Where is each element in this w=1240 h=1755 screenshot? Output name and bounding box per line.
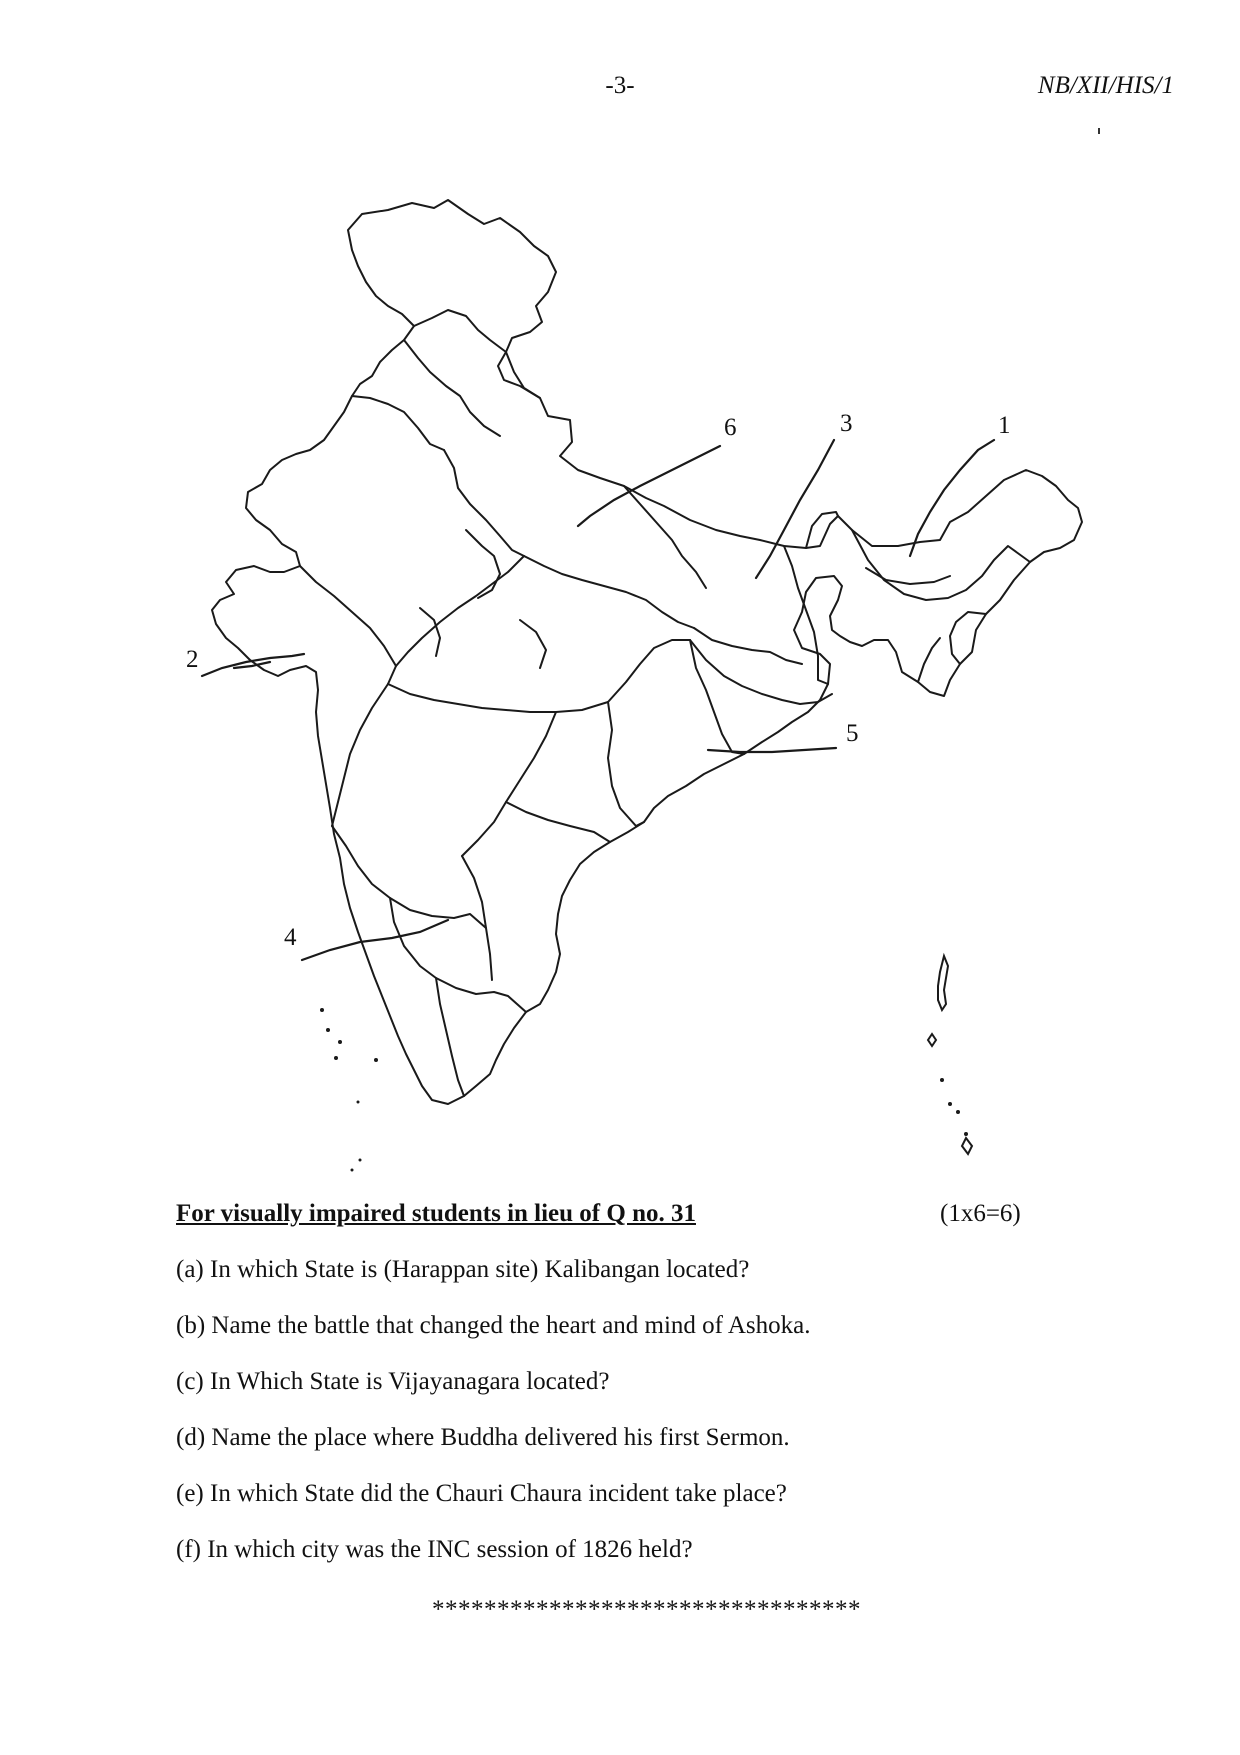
- lakshadweep-island-1: [320, 1008, 324, 1012]
- boundary-rajasthan-north: [352, 396, 444, 450]
- boundary-andhra-karnataka: [462, 856, 492, 980]
- marker-label-6: 6: [724, 414, 737, 441]
- lakshadweep-island-8: [351, 1169, 354, 1172]
- question-b: (b) Name the battle that changed the heart and mind of Ashoka.: [176, 1312, 811, 1339]
- boundary-tripura-mizoram: [918, 638, 940, 682]
- boundary-up-mp: [524, 556, 694, 628]
- lakshadweep-island-2: [326, 1028, 330, 1032]
- boundary-maharashtra: [332, 684, 388, 826]
- boundary-telangana: [506, 802, 610, 842]
- boundary-goa-karnataka: [332, 826, 486, 928]
- paper-code: NB/XII/HIS/1: [1037, 72, 1174, 99]
- marker-label-2: 2: [186, 646, 199, 673]
- marker-line-3: [756, 440, 834, 578]
- nicobar-island-1: [940, 1078, 944, 1082]
- boundary-westbengal: [784, 546, 828, 684]
- boundary-mp-chhattisgarh: [608, 640, 690, 702]
- question-c: (c) In Which State is Vijayanagara located?: [176, 1368, 610, 1395]
- marker-label-5: 5: [846, 720, 859, 747]
- boundary-odisha: [690, 640, 744, 754]
- lakshadweep-island-3: [338, 1040, 342, 1044]
- boundary-mp-south: [388, 684, 608, 712]
- boundary-up-bihar: [624, 486, 706, 588]
- marker-line-4: [302, 920, 448, 960]
- andaman-islands: [938, 956, 948, 1010]
- marker-label-3: 3: [840, 410, 853, 437]
- nicobar-island-4: [964, 1132, 968, 1136]
- question-d: (d) Name the place where Buddha delivered his first Sermon.: [176, 1424, 790, 1451]
- marker-line-1: [910, 440, 994, 556]
- end-of-paper-line: *********************************: [432, 1596, 861, 1623]
- lakshadweep-island-6: [357, 1101, 360, 1104]
- boundary-himachal: [414, 310, 506, 352]
- boundary-meghalaya: [866, 568, 950, 584]
- boundary-jharkhand-south: [690, 640, 832, 704]
- boundary-detail-c: [520, 620, 546, 668]
- marks-allocation: (1x6=6): [940, 1200, 1021, 1227]
- boundary-uttarakhand: [498, 352, 540, 398]
- nicobar-islet: [962, 1138, 972, 1154]
- boundary-punjab-haryana: [404, 340, 500, 436]
- boundary-assam: [852, 530, 1030, 600]
- lakshadweep-island-5: [374, 1058, 378, 1062]
- lakshadweep-island-7: [359, 1159, 362, 1162]
- question-a: (a) In which State is (Harappan site) Kalibangan located?: [176, 1256, 750, 1283]
- marker-label-1: 1: [998, 412, 1011, 439]
- andaman-small-island: [928, 1034, 936, 1046]
- boundary-karnataka-tn: [390, 898, 526, 1012]
- boundary-gujarat: [300, 566, 396, 666]
- nicobar-island-3: [956, 1110, 960, 1114]
- boundary-maha-telangana: [462, 712, 556, 856]
- boundary-rajasthan-mp: [388, 556, 524, 684]
- lakshadweep-island-4: [334, 1056, 338, 1060]
- marker-line-5: [708, 748, 836, 752]
- boundary-detail-a: [466, 530, 500, 598]
- boundary-rajasthan-up: [444, 450, 524, 556]
- boundary-bihar-jharkhand: [694, 628, 802, 664]
- section-heading: For visually impaired students in lieu of Q no. 31: [176, 1200, 696, 1227]
- question-f: (f) In which city was the INC session of 1826 held?: [176, 1536, 693, 1563]
- page-number: -3-: [605, 72, 635, 99]
- nicobar-island-2: [948, 1102, 952, 1106]
- question-e: (e) In which State did the Chauri Chaura incident take place?: [176, 1480, 787, 1507]
- marker-label-4: 4: [284, 924, 297, 951]
- boundary-chhattisgarh: [608, 702, 644, 826]
- boundary-kerala-tn: [436, 978, 464, 1096]
